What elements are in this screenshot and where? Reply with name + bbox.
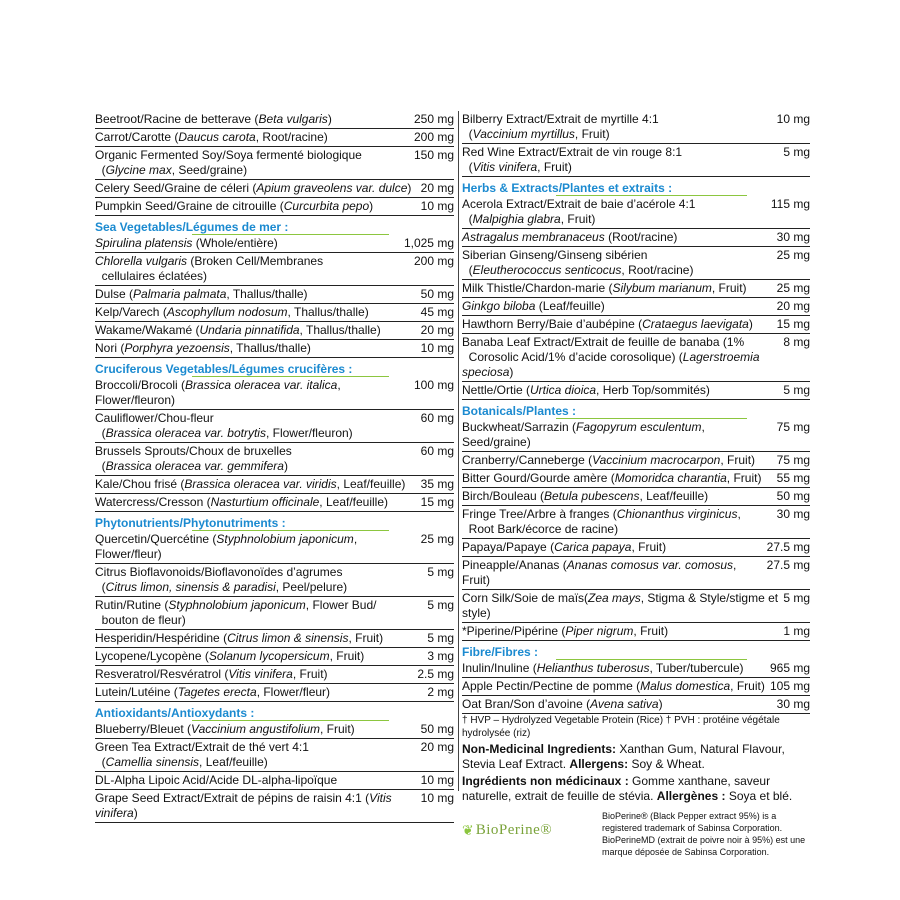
- ingredient-name: Chlorella vulgaris (Broken Cell/Membranes cellulaires éclatées): [95, 254, 324, 283]
- ingredient-amount: 25 mg: [776, 248, 810, 262]
- ingredient-amount: 5 mg: [783, 591, 810, 605]
- ingredient-row: [462, 382, 810, 400]
- ingredient-amount: 27.5 mg: [766, 558, 810, 572]
- ingredient-row: [462, 144, 810, 177]
- ingredient-name: Green Tea Extract/Extrait de thé vert 4:1 (Camellia sinensis, Leaf/feuille): [95, 740, 309, 769]
- ingredient-row: [462, 590, 810, 623]
- ingredient-row: [95, 377, 454, 410]
- ingredient-name: DL-Alpha Lipoic Acid/Acide DL-alpha-lipoïque: [95, 773, 338, 787]
- right-column: [462, 111, 810, 858]
- ingredient-amount: 27.5 mg: [766, 540, 810, 554]
- ingredient-name: Acerola Extract/Extrait de baie d’acérole 4:1 (Malpighia glabra, Fruit): [462, 197, 696, 226]
- ingredient-name: Brussels Sprouts/Choux de bruxelles (Brassica oleracea var. gemmifera): [95, 444, 292, 473]
- ingredient-row: [95, 443, 454, 476]
- ingredient-amount: 30 mg: [776, 230, 810, 244]
- cruciferous-list: [95, 377, 454, 512]
- ingredient-name: Birch/Bouleau (Betula pubescens, Leaf/feuille): [462, 489, 709, 503]
- ingredient-amount: 20 mg: [420, 323, 454, 337]
- ingredient-amount: 20 mg: [420, 740, 454, 754]
- section-heading-botanicals: Botanicals/Plantes :: [462, 404, 810, 419]
- inm-text: Gomme xanthane, saveur naturelle, extrait de feuille de stévia.: [462, 774, 771, 803]
- ingredient-name: Kelp/Varech (Ascophyllum nodosum, Thallus/thalle): [95, 305, 369, 319]
- section-heading-phytonutrients: Phytonutrients/Phytonutriments :: [95, 516, 454, 531]
- ingredient-amount: 250 mg: [413, 112, 454, 126]
- ingredient-row: [95, 597, 454, 630]
- section-heading-fibre: Fibre/Fibres :: [462, 645, 810, 660]
- ingredient-name: Nori (Porphyra yezoensis, Thallus/thalle): [95, 341, 311, 355]
- leaf-icon: ❦: [462, 822, 474, 838]
- ingredient-name: Cranberry/Canneberge (Vaccinium macrocarpon, Fruit): [462, 453, 756, 467]
- ingredient-amount: 105 mg: [769, 679, 810, 693]
- phytonutrients-list: [95, 531, 454, 702]
- ingredient-row: [95, 666, 454, 684]
- ingredient-name: Corn Silk/Soie de maïs(Zea mays, Stigma & Style/stigme et style): [462, 591, 779, 620]
- ingredient-amount: 5 mg: [783, 145, 810, 159]
- ingredient-row: [462, 111, 810, 144]
- ingredient-amount: 200 mg: [413, 130, 454, 144]
- ingredient-row: [95, 721, 454, 739]
- antioxidants-list: [95, 721, 454, 823]
- ingredient-name: Grape Seed Extract/Extrait de pépins de raisin 4:1 (Vitis vinifera): [95, 791, 392, 820]
- ingredient-amount: 10 mg: [420, 773, 454, 787]
- ingredient-amount: 35 mg: [420, 477, 454, 491]
- bioperine-block: [462, 810, 810, 858]
- ingredient-name: Hesperidin/Hespéridine (Citrus limon & sinensis, Fruit): [95, 631, 384, 645]
- ingredient-row: [462, 298, 810, 316]
- ingredient-row: [95, 630, 454, 648]
- ingredient-amount: 10 mg: [420, 341, 454, 355]
- ingredient-row: [462, 678, 810, 696]
- ingredient-amount: 8 mg: [783, 335, 810, 349]
- ingredient-name: Astragalus membranaceus (Root/racine): [462, 230, 678, 244]
- non-medicinal-ingredients-en: [462, 742, 810, 772]
- ingredient-name: Inulin/Inuline (Helianthus tuberosus, Tuber/tubercule): [462, 661, 744, 675]
- allergens-label: Allergens:: [569, 757, 629, 771]
- ingredient-row: [95, 340, 454, 358]
- ingredient-row: [462, 660, 810, 678]
- left-top-list: [95, 111, 454, 216]
- ingredient-row: [95, 410, 454, 443]
- ingredient-row: [462, 696, 810, 714]
- ingredient-name: Spirulina platensis (Whole/entière): [95, 236, 278, 250]
- ingredient-amount: 15 mg: [420, 495, 454, 509]
- ingredient-row: [462, 316, 810, 334]
- section-heading-herbs: Herbs & Extracts/Plantes et extraits :: [462, 181, 810, 196]
- ingredient-name: *Piperine/Pipérine (Piper nigrum, Fruit): [462, 624, 669, 638]
- ingredient-name: Lutein/Lutéine (Tagetes erecta, Flower/fleur): [95, 685, 331, 699]
- allergens-text: Soy & Wheat.: [631, 757, 705, 771]
- ingredient-name: Rutin/Rutine (Styphnolobium japonicum, Flower Bud/ bouton de fleur): [95, 598, 377, 627]
- ingredient-name: Fringe Tree/Arbre à franges (Chionanthus virginicus, Root Bark/écorce de racine): [462, 507, 741, 536]
- ingredient-amount: 1,025 mg: [403, 236, 454, 250]
- section-heading-sea-vegetables: Sea Vegetables/Légumes de mer :: [95, 220, 454, 235]
- ingredient-name: Wakame/Wakamé (Undaria pinnatifida, Thallus/thalle): [95, 323, 381, 337]
- nmi-label: Non-Medicinal Ingredients:: [462, 742, 617, 756]
- herbs-list: [462, 196, 810, 400]
- ingredient-row: [95, 494, 454, 512]
- ingredient-name: Apple Pectin/Pectine de pomme (Malus domestica, Fruit): [462, 679, 765, 693]
- ingredient-amount: 25 mg: [420, 532, 454, 546]
- ingredient-row: [462, 334, 810, 382]
- inm-label: Ingrédients non médicinaux :: [462, 774, 629, 788]
- ingredient-name: Celery Seed/Graine de céleri (Apium graveolens var. dulce): [95, 181, 412, 195]
- ingredient-row: [95, 304, 454, 322]
- ingredient-row: [462, 539, 810, 557]
- ingredient-name: Hawthorn Berry/Baie d’aubépine (Crataegus laevigata): [462, 317, 753, 331]
- ingredient-amount: 30 mg: [776, 507, 810, 521]
- ingredient-name: Watercress/Cresson (Nasturtium officinale, Leaf/feuille): [95, 495, 389, 509]
- ingredient-name: Ginkgo biloba (Leaf/feuille): [462, 299, 605, 313]
- ingredient-name: Red Wine Extract/Extrait de vin rouge 8:1 (Vitis vinifera, Fruit): [462, 145, 683, 174]
- ingredient-amount: 50 mg: [776, 489, 810, 503]
- ingredient-amount: 20 mg: [776, 299, 810, 313]
- ingredient-amount: 3 mg: [427, 649, 454, 663]
- left-column: [95, 111, 454, 823]
- ingredient-row: [95, 684, 454, 702]
- ingredient-row: [95, 147, 454, 180]
- ingredient-amount: 5 mg: [427, 598, 454, 612]
- ingredient-row: [462, 452, 810, 470]
- bioperine-logo-text: BioPerine®: [475, 822, 553, 838]
- ingredient-name: Bitter Gourd/Gourde amère (Momoridca charantia, Fruit): [462, 471, 762, 485]
- ingredient-row: [95, 564, 454, 597]
- ingredient-row: [462, 506, 810, 539]
- ingredient-row: [462, 280, 810, 298]
- ingredient-row: [95, 739, 454, 772]
- ingredient-amount: 1 mg: [783, 624, 810, 638]
- ingredient-amount: 2.5 mg: [417, 667, 454, 681]
- ingredient-amount: 100 mg: [413, 378, 454, 392]
- ingredient-row: [95, 180, 454, 198]
- ingredient-amount: 75 mg: [776, 420, 810, 434]
- bioperine-trademark-note: BioPerine® (Black Pepper extract 95%) is a registered trademark of Sabinsa Corporation. BioPerineMD (extrait de poivre noir à 95%) est une marque déposée de Sabinsa Corporation.: [602, 811, 806, 857]
- ingredient-amount: 10 mg: [420, 791, 454, 805]
- ingredient-row: [462, 229, 810, 247]
- ingredient-name: Nettle/Ortie (Urtica dioica, Herb Top/sommités): [462, 383, 710, 397]
- ingredient-amount: 30 mg: [776, 697, 810, 711]
- ingredient-row: [95, 648, 454, 666]
- ingredient-name: Pumpkin Seed/Graine de citrouille (Curcurbita pepo): [95, 199, 374, 213]
- ingredient-amount: 25 mg: [776, 281, 810, 295]
- ingredient-row: [95, 790, 454, 823]
- ingredient-row: [462, 623, 810, 641]
- ingredient-name: Carrot/Carotte (Daucus carota, Root/racine): [95, 130, 328, 144]
- ingredient-name: Milk Thistle/Chardon-marie (Silybum marianum, Fruit): [462, 281, 747, 295]
- ingredient-row: [95, 111, 454, 129]
- ingredient-row: [462, 247, 810, 280]
- ingredient-name: Quercetin/Quercétine (Styphnolobium japonicum, Flower/fleur): [95, 532, 358, 561]
- ingredient-amount: 965 mg: [769, 661, 810, 675]
- ingredient-amount: 50 mg: [420, 287, 454, 301]
- ingredient-row: [95, 253, 454, 286]
- ingredient-name: Kale/Chou frisé (Brassica oleracea var. viridis, Leaf/feuille): [95, 477, 406, 491]
- ingredient-row: [462, 488, 810, 506]
- ingredient-name: Resveratrol/Resvératrol (Vitis vinifera, Fruit): [95, 667, 328, 681]
- section-heading-antioxidants: Antioxidants/Antioxydants :: [95, 706, 454, 721]
- ingredient-amount: 45 mg: [420, 305, 454, 319]
- ingredient-amount: 60 mg: [420, 411, 454, 425]
- ingredient-row: [95, 129, 454, 147]
- ingredient-amount: 150 mg: [413, 148, 454, 162]
- ingredient-amount: 15 mg: [776, 317, 810, 331]
- ingredient-row: [95, 286, 454, 304]
- ingredient-amount: 5 mg: [427, 631, 454, 645]
- ingredient-name: Bilberry Extract/Extrait de myrtille 4:1 (Vaccinium myrtillus, Fruit): [462, 112, 659, 141]
- non-medicinal-ingredients-fr: [462, 774, 810, 804]
- sea-vegetables-list: [95, 235, 454, 358]
- ingredient-name: Pineapple/Ananas (Ananas comosus var. comosus, Fruit): [462, 558, 737, 587]
- ingredient-name: Beetroot/Racine de betterave (Beta vulgaris): [95, 112, 332, 126]
- ingredient-amount: 50 mg: [420, 722, 454, 736]
- ingredient-amount: 5 mg: [427, 565, 454, 579]
- ingredient-amount: 115 mg: [770, 197, 810, 211]
- ingredient-amount: 2 mg: [427, 685, 454, 699]
- ingredient-amount: 10 mg: [776, 112, 810, 126]
- ingredient-row: [95, 235, 454, 253]
- ingredient-name: Siberian Ginseng/Ginseng sibérien (Eleutherococcus senticocus, Root/racine): [462, 248, 694, 277]
- ingredient-name: Papaya/Papaye (Carica papaya, Fruit): [462, 540, 667, 554]
- allergenes-text: Soya et blé.: [728, 789, 793, 803]
- nmi-text: Xanthan Gum, Natural Flavour, Stevia Leaf Extract.: [462, 742, 785, 771]
- ingredient-name: Banaba Leaf Extract/Extrait de feuille de banaba (1% Corosolic Acid/1% d’acide corosolique) (Lagerstroemia speciosa): [462, 335, 760, 379]
- ingredient-row: [462, 557, 810, 590]
- ingredient-name: Dulse (Palmaria palmata, Thallus/thalle): [95, 287, 308, 301]
- right-top-list: [462, 111, 810, 177]
- bioperine-logo: [462, 810, 602, 839]
- ingredient-name: Cauliflower/Chou-fleur (Brassica oleracea var. botrytis, Flower/fleuron): [95, 411, 353, 440]
- ingredient-name: Buckwheat/Sarrazin (Fagopyrum esculentum, Seed/graine): [462, 420, 705, 449]
- ingredient-row: [462, 470, 810, 488]
- hvp-footnote: † HVP – Hydrolyzed Vegetable Protein (Rice) † PVH : protéine végétale hydrolysée (riz): [462, 715, 780, 739]
- ingredient-name: Oat Bran/Son d’avoine (Avena sativa): [462, 697, 663, 711]
- ingredient-row: [95, 772, 454, 790]
- botanicals-list: [462, 419, 810, 641]
- ingredient-row: [95, 198, 454, 216]
- ingredient-amount: 10 mg: [420, 199, 454, 213]
- ingredient-name: Broccoli/Brocoli (Brassica oleracea var. italica, Flower/fleuron): [95, 378, 341, 407]
- ingredient-row: [462, 196, 810, 229]
- ingredient-amount: 20 mg: [420, 181, 454, 195]
- ingredient-name: Citrus Bioflavonoids/Bioflavonoïdes d’agrumes (Citrus limon, sinensis & paradisi, Peel/pelure): [95, 565, 348, 594]
- ingredient-amount: 5 mg: [783, 383, 810, 397]
- ingredient-row: [95, 531, 454, 564]
- ingredient-amount: 60 mg: [420, 444, 454, 458]
- section-heading-cruciferous: Cruciferous Vegetables/Légumes crucifères :: [95, 362, 454, 377]
- ingredient-name: Lycopene/Lycopène (Solanum lycopersicum, Fruit): [95, 649, 365, 663]
- ingredient-amount: 55 mg: [776, 471, 810, 485]
- fibre-list: [462, 660, 810, 714]
- ingredient-amount: 200 mg: [413, 254, 454, 268]
- ingredient-amount: 75 mg: [776, 453, 810, 467]
- ingredient-name: Organic Fermented Soy/Soya fermenté biologique (Glycine max, Seed/graine): [95, 148, 362, 177]
- ingredient-row: [95, 322, 454, 340]
- ingredient-name: Blueberry/Bleuet (Vaccinium angustifolium, Fruit): [95, 722, 355, 736]
- allergenes-label: Allergènes :: [656, 789, 726, 803]
- ingredient-row: [462, 419, 810, 452]
- ingredient-row: [95, 476, 454, 494]
